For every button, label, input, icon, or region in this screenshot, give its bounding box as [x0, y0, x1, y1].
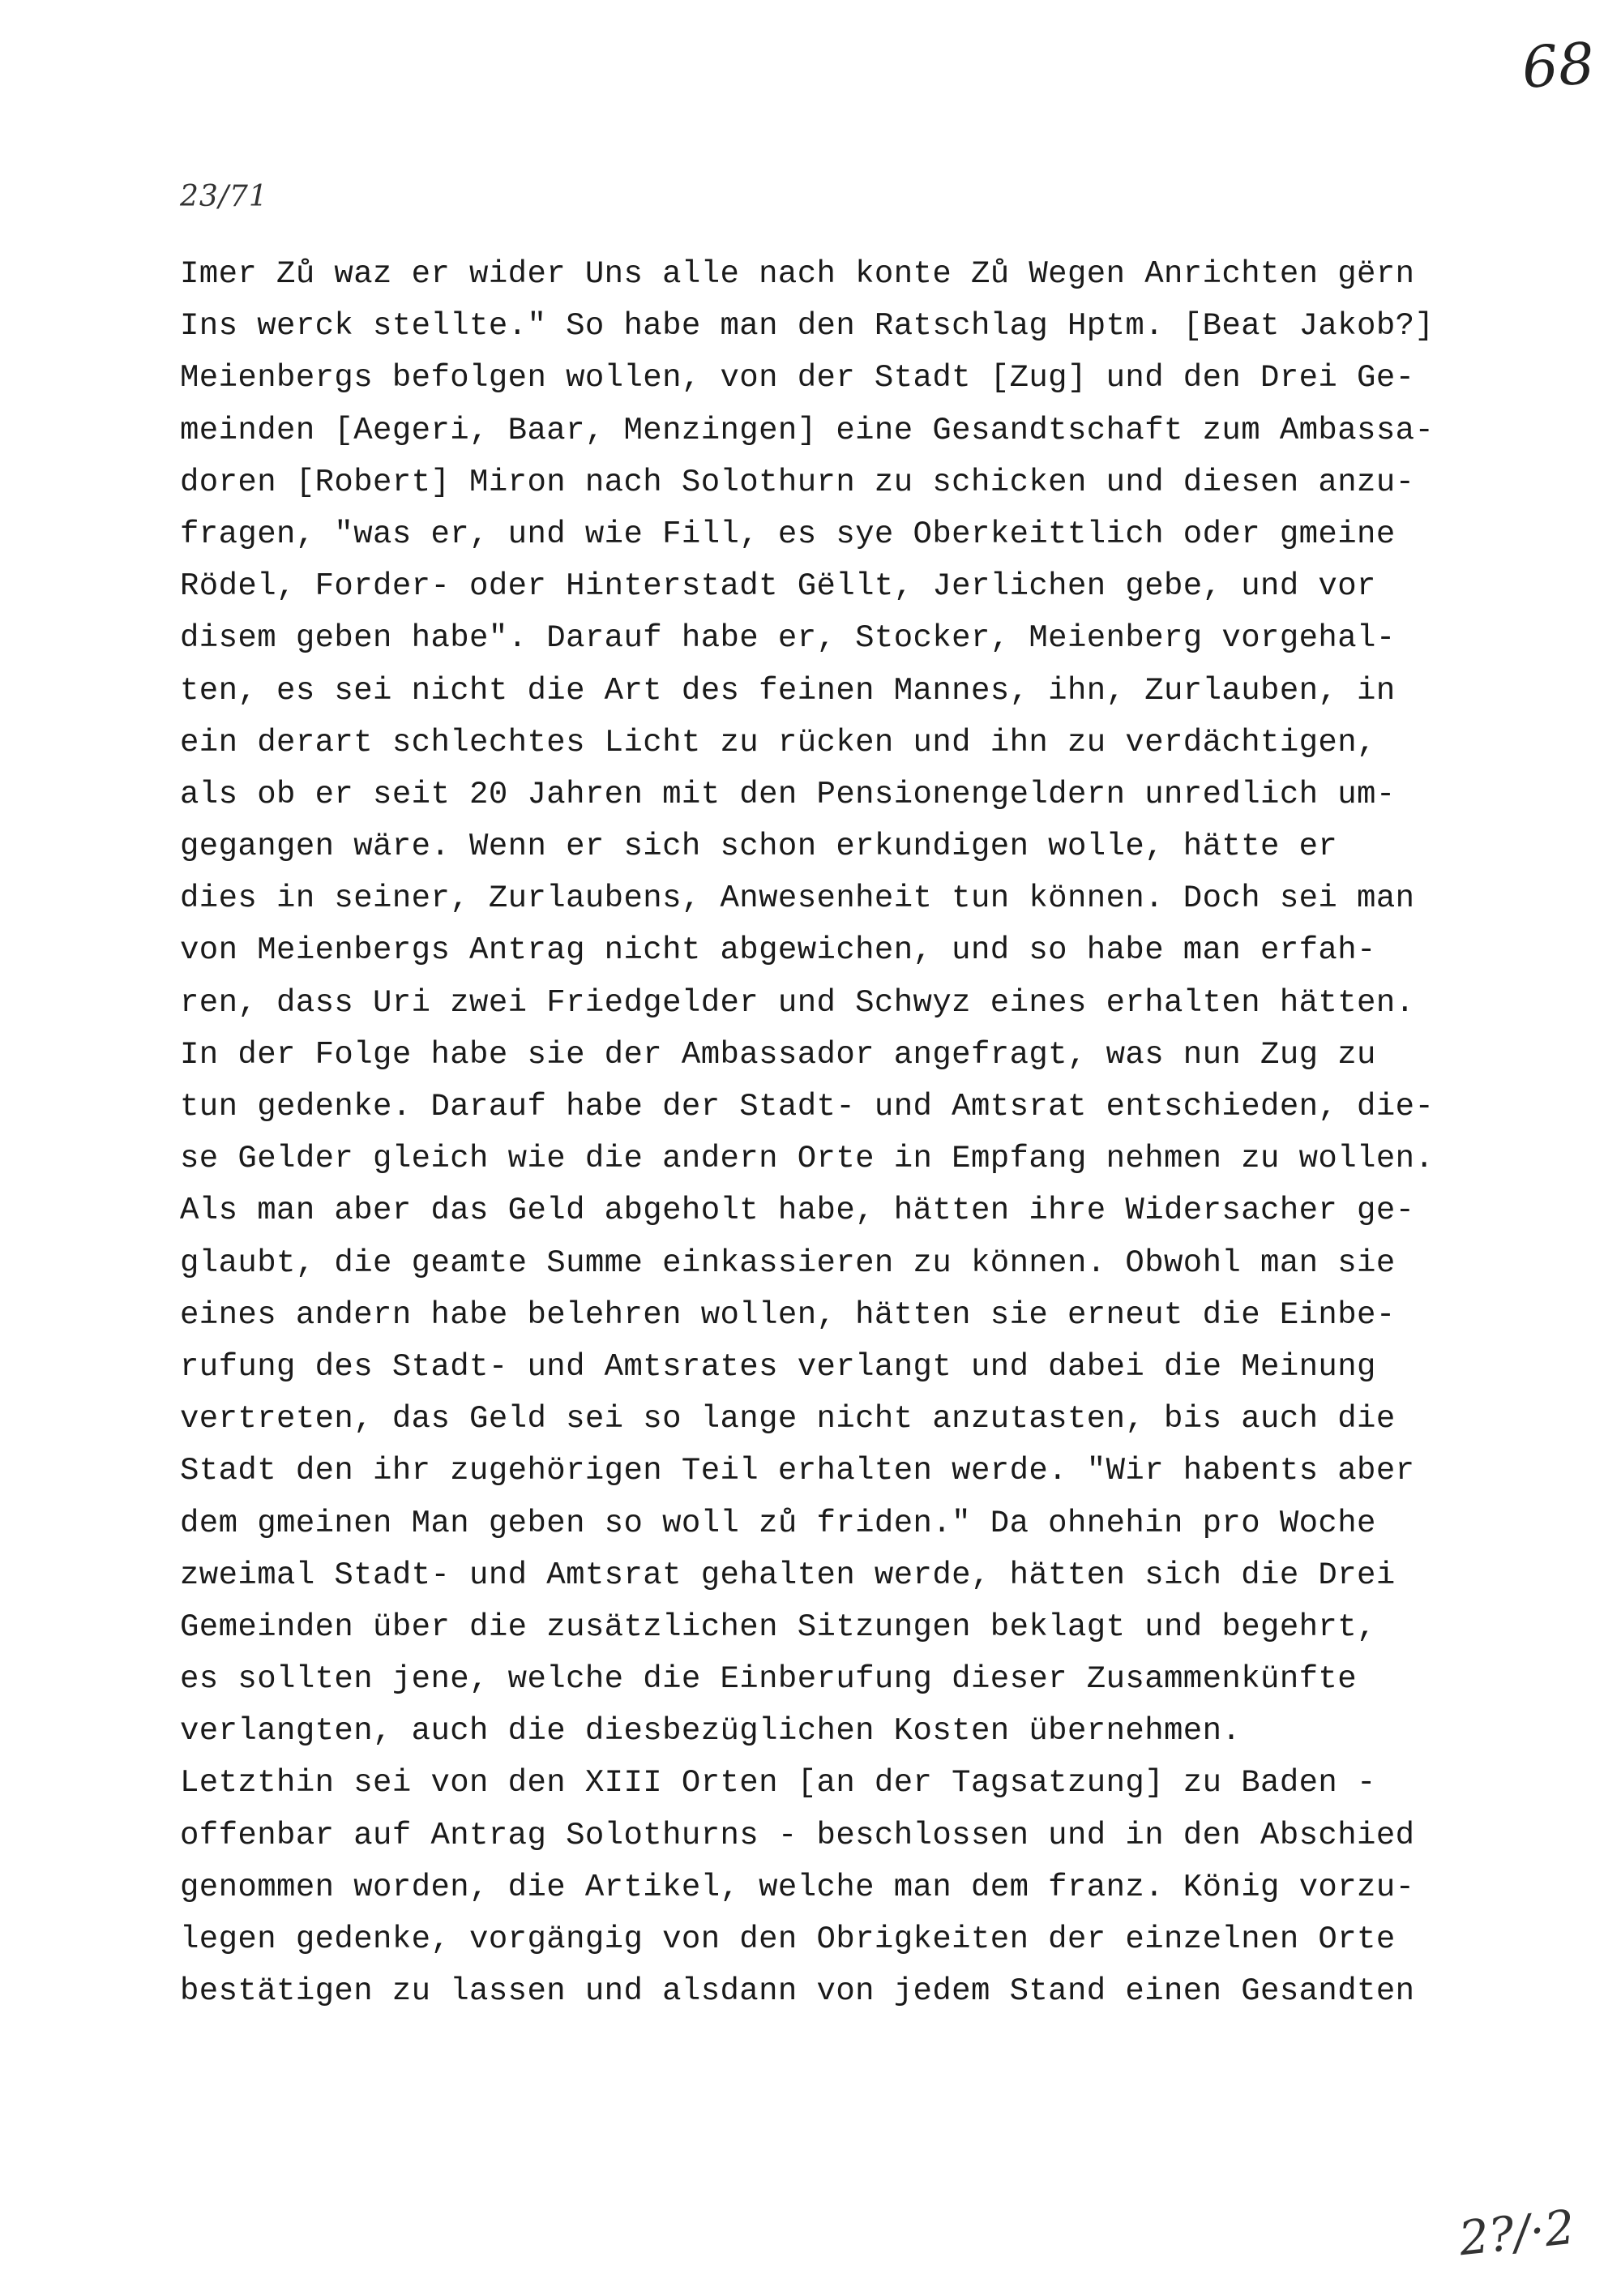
text-line: ren, dass Uri zwei Friedgelder und Schwyz eines erhalten hätten.: [180, 984, 1415, 1021]
text-line: eines andern habe belehren wollen, hätten sie erneut die Einbe-: [180, 1296, 1396, 1333]
text-line: von Meienbergs Antrag nicht abgewichen, und so habe man erfah-: [180, 932, 1376, 969]
text-line: offenbar auf Antrag Solothurns - beschlossen und in den Abschied: [180, 1817, 1415, 1853]
text-line: legen gedenke, vorgängig von den Obrigkeiten der einzelnen Orte: [180, 1921, 1396, 1957]
text-line: Stadt den ihr zugehörigen Teil erhalten werde. "Wir habents aber: [180, 1453, 1415, 1489]
text-line: es sollten jene, welche die Einberufung dieser Zusammenkünfte: [180, 1661, 1358, 1698]
text-line: genommen worden, die Artikel, welche man dem franz. König vorzu-: [180, 1869, 1415, 1905]
text-line: doren [Robert] Miron nach Solothurn zu schicken und diesen anzu-: [180, 464, 1415, 500]
text-line: rufung des Stadt- und Amtsrates verlangt und dabei die Meinung: [180, 1348, 1376, 1385]
text-line: disem geben habe". Darauf habe er, Stocker, Meienberg vorgehal-: [180, 620, 1396, 657]
text-line: bestätigen zu lassen und alsdann von jedem Stand einen Gesandten: [180, 1973, 1415, 2010]
body-text: [180, 248, 1509, 2017]
text-line: dies in seiner, Zurlaubens, Anwesenheit tun können. Doch sei man: [180, 880, 1415, 917]
page-number: 68: [1520, 29, 1597, 102]
text-line: vertreten, das Geld sei so lange nicht anzutasten, bis auch die: [180, 1401, 1396, 1437]
text-line: tun gedenke. Darauf habe der Stadt- und Amtsrat entschieden, die-: [180, 1089, 1435, 1124]
text-line: ten, es sei nicht die Art des feinen Mannes, ihn, Zurlauben, in: [180, 672, 1396, 709]
text-line: fragen, "was er, und wie Fill, es sye Oberkeittlich oder gmeine: [180, 516, 1396, 552]
text-line: glaubt, die geamte Summe einkassieren zu können. Obwohl man sie: [180, 1244, 1396, 1281]
text-line: gegangen wäre. Wenn er sich schon erkundigen wolle, hätte er: [180, 829, 1338, 865]
text-line: Rödel, Forder- oder Hinterstadt Gëllt, Jerlichen gebe, und vor: [180, 568, 1376, 605]
text-line: se Gelder gleich wie die andern Orte in Empfang nehmen zu wollen.: [180, 1141, 1435, 1177]
text-line: Gemeinden über die zusätzlichen Sitzungen beklagt und begehrt,: [180, 1608, 1376, 1645]
text-line: als ob er seit 20 Jahren mit den Pensionengeldern unredlich um-: [180, 776, 1396, 812]
text-line: Ins werck stellte." So habe man den Ratschlag Hptm. [Beat Jakob?]: [180, 308, 1435, 345]
text-line: Letzthin sei von den XIII Orten [an der Tagsatzung] zu Baden -: [180, 1765, 1376, 1801]
text-line: dem gmeinen Man geben so woll zů friden." Da ohnehin pro Woche: [180, 1505, 1376, 1541]
text-line: ein derart schlechtes Licht zu rücken und ihn zu verdächtigen,: [180, 724, 1376, 760]
text-line: Als man aber das Geld abgeholt habe, hätten ihre Widersacher ge-: [180, 1193, 1415, 1229]
text-line: zweimal Stadt- und Amtsrat gehalten werde, hätten sich die Drei: [180, 1557, 1396, 1593]
text-line: In der Folge habe sie der Ambassador angefragt, was nun Zug zu: [180, 1036, 1376, 1073]
text-line: Imer Zů waz er wider Uns alle nach konte Zů Wegen Anrichten gërn: [180, 256, 1415, 292]
document-reference: 23/71: [180, 180, 268, 213]
archive-mark: 2?/·2: [1456, 2199, 1578, 2267]
text-line: verlangten, auch die diesbezüglichen Kosten übernehmen.: [180, 1713, 1242, 1750]
text-line: meinden [Aegeri, Baar, Menzingen] eine Gesandtschaft zum Ambassa-: [180, 412, 1435, 448]
text-line: Meienbergs befolgen wollen, von der Stadt [Zug] und den Drei Ge-: [180, 360, 1415, 396]
